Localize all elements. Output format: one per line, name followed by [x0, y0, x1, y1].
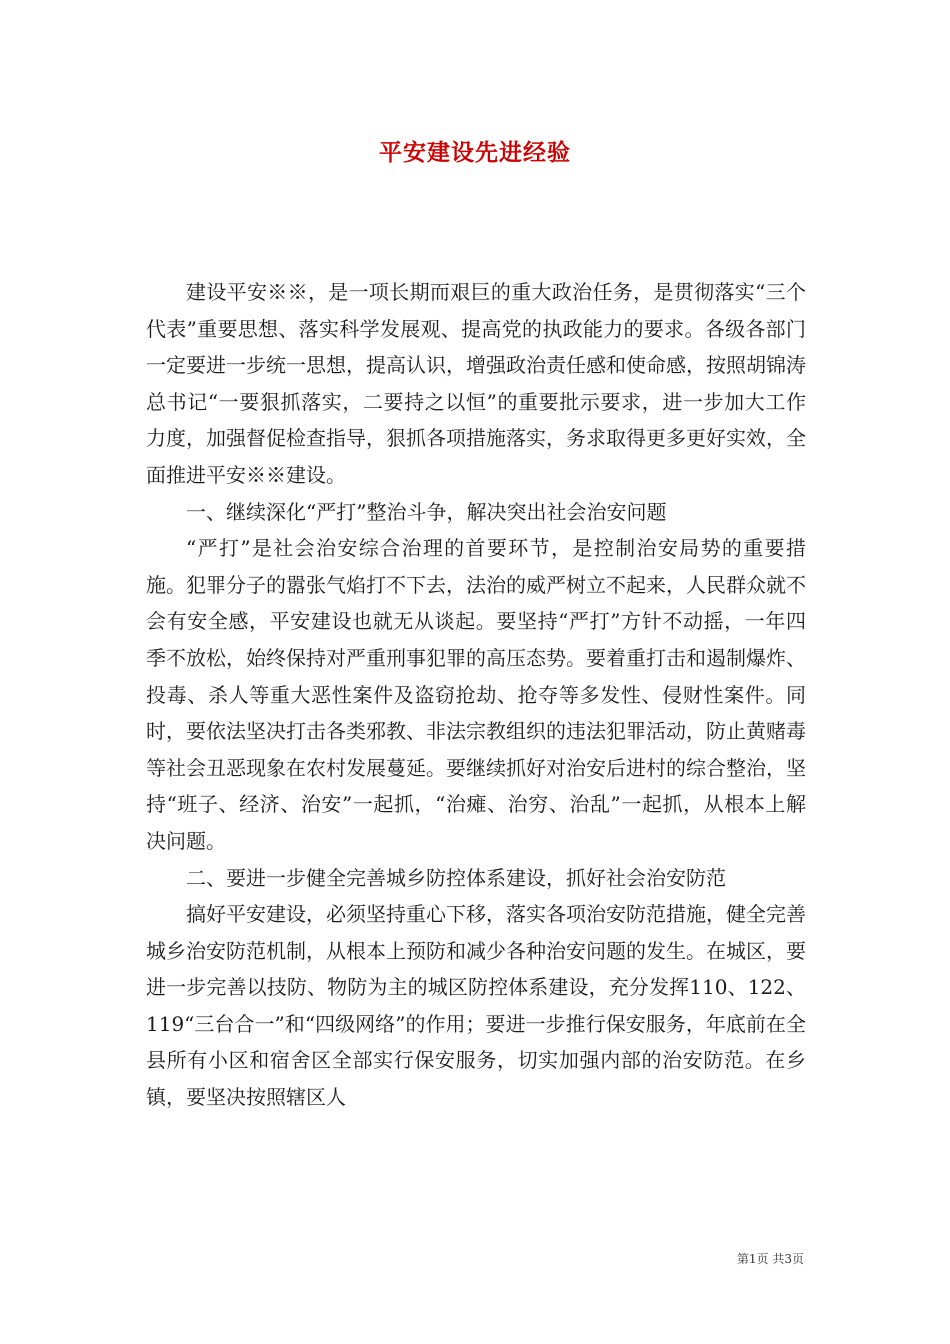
- document-body: [146, 274, 806, 1116]
- section-2-paragraph: 搞好平安建设，必须坚持重心下移，落实各项治安防范措施，健全完善城乡治安防范机制，从根本上预防和减少各种治安问题的发生。在城区，要进一步完善以技防、物防为主的城区防控体系建设，充分发挥110、122、119“三台合一”和“四级网络”的作用；要进一步推行保安服务，年底前在全县所有小区和宿舍区全部实行保安服务，切实加强内部的治安防范。在乡镇，要坚决按照辖区人: [146, 902, 806, 1110]
- page-number: 第1页 共3页: [736, 1252, 804, 1266]
- section-heading-2: 二、要进一步健全完善城乡防控体系建设，抓好社会治安防范: [186, 865, 726, 890]
- section-1-paragraph: “严打”是社会治安综合治理的首要环节，是控制治安局势的重要措施。犯罪分子的嚣张气焰打不下去，法治的威严树立不起来，人民群众就不会有安全感，平安建设也就无从谈起。要坚持“严打”方针不动摇，一年四季不放松，始终保持对严重刑事犯罪的高压态势。要着重打击和遏制爆炸、投毒、杀人等重大恶性案件及盗窃抢劫、抢夺等多发性、侵财性案件。同时，要依法坚决打击各类邪教、非法宗教组织的违法犯罪活动，防止黄赌毒等社会丑恶现象在农村发展蔓延。要继续抓好对治安后进村的综合整治，坚持“班子、经济、治安”一起抓，“治瘫、治穷、治乱”一起抓，从根本上解决问题。: [146, 536, 806, 853]
- section-heading-1: 一、继续深化“严打”整治斗争，解决突出社会治安问题: [186, 499, 667, 524]
- intro-paragraph: 建设平安※※，是一项长期而艰巨的重大政治任务，是贯彻落实“三个代表”重要思想、落实科学发展观、提高党的执政能力的要求。各级各部门一定要进一步统一思想，提高认识，增强政治责任感和使命感，按照胡锦涛总书记“一要狠抓落实，二要持之以恒”的重要批示要求，进一步加大工作力度，加强督促检查指导，狠抓各项措施落实，务求取得更多更好实效，全面推进平安※※建设。: [146, 280, 806, 487]
- document-title: 平安建设先进经验: [379, 139, 571, 166]
